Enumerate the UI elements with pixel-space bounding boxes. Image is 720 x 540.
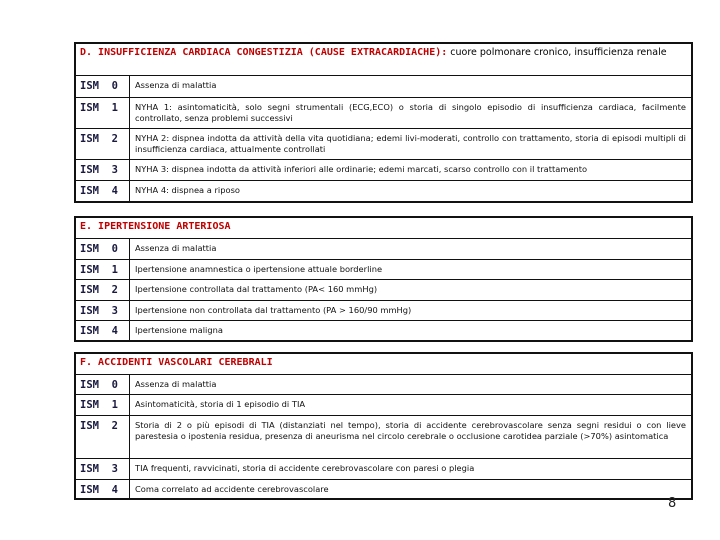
ism-level: ISM 0 [76, 239, 130, 259]
ism-level: ISM 0 [76, 375, 130, 394]
section-header [76, 354, 691, 375]
table-row [76, 129, 691, 160]
ism-description: Ipertensione controllata dal trattamento (PA< 160 mmHg) [135, 284, 378, 294]
ism-level: ISM 0 [76, 76, 130, 97]
ism-description: NYHA 1: asintomaticità, solo segni strumentali (ECG,ECO) o storia di singolo episodio di insufficienza cardiaca, facilmente controllato, senza problemi successivi [135, 102, 686, 123]
ism-description: Assenza di malattia [135, 379, 217, 389]
table-row [76, 301, 691, 321]
section-title: F. ACCIDENTI VASCOLARI CEREBRALI [80, 357, 273, 368]
table-row [76, 480, 691, 500]
ism-description: Ipertensione maligna [135, 325, 223, 335]
ism-description: Asintomaticità, storia di 1 episodio di TIA [135, 399, 306, 409]
table-row [76, 239, 691, 260]
table-row [76, 260, 691, 280]
ism-description: NYHA 2: dispnea indotta da attività della vita quotidiana; edemi livi-moderati, controllo con trattamento, storia di episodi multipli di insufficienza cardiaca, attualmente controllati [135, 133, 686, 154]
section-title: D. INSUFFICIENZA CARDIACA CONGESTIZIA (CAUSE EXTRACARDIACHE): [80, 47, 448, 58]
ism-description: Assenza di malattia [135, 80, 217, 90]
table-row [76, 98, 691, 129]
ism-level: ISM 2 [76, 280, 130, 300]
table-row [76, 459, 691, 480]
ism-level: ISM 1 [76, 260, 130, 279]
ism-description: Ipertensione non controllata dal trattamento (PA > 160/90 mmHg) [135, 305, 412, 315]
ism-level: ISM 3 [76, 459, 130, 479]
section-header [76, 44, 691, 76]
ism-description: Storia di 2 o più episodi di TIA (distanziati nel tempo), storia di accidente cerebrovascolare senza segni residui o con lieve parestesia o ipostenia residua, presenza di aneurisma nel circolo cerebrale o occlusione carotidea parziale (>70%) asintomatica [135, 420, 686, 441]
ism-description: Coma correlato ad accidente cerebrovascolare [135, 484, 329, 494]
ism-level: ISM 3 [76, 301, 130, 320]
ism-level: ISM 1 [76, 395, 130, 415]
table-row [76, 321, 691, 341]
ism-level: ISM 4 [76, 480, 130, 500]
table-row [76, 160, 691, 181]
ism-description: Ipertensione anamnestica o ipertensione attuale borderline [135, 264, 383, 274]
section-subtitle: cuore polmonare cronico, insufficienza renale [447, 47, 667, 58]
table-insufficienza-cardiaca [74, 42, 693, 203]
page-number: 8 [668, 496, 677, 511]
ism-description: Assenza di malattia [135, 243, 217, 253]
section-title: E. IPERTENSIONE ARTERIOSA [80, 221, 231, 232]
ism-description: NYHA 4: dispnea a riposo [135, 185, 240, 195]
table-row [76, 375, 691, 395]
table-row [76, 181, 691, 203]
table-row [76, 416, 691, 459]
table-row [76, 280, 691, 301]
ism-level: ISM 1 [76, 98, 130, 128]
ism-description: NYHA 3: dispnea indotta da attività inferiori alle ordinarie; edemi marcati, scarso controllo con il trattamento [135, 164, 588, 174]
table-accidenti-vascolari [74, 352, 693, 500]
table-row [76, 76, 691, 98]
ism-level: ISM 4 [76, 181, 130, 203]
ism-level: ISM 2 [76, 129, 130, 159]
table-ipertensione [74, 216, 693, 342]
ism-level: ISM 2 [76, 416, 130, 458]
table-row [76, 395, 691, 416]
section-header [76, 218, 691, 239]
ism-description: TIA frequenti, ravvicinati, storia di accidente cerebrovascolare con paresi o plegia [135, 463, 475, 473]
ism-level: ISM 4 [76, 321, 130, 341]
ism-level: ISM 3 [76, 160, 130, 180]
